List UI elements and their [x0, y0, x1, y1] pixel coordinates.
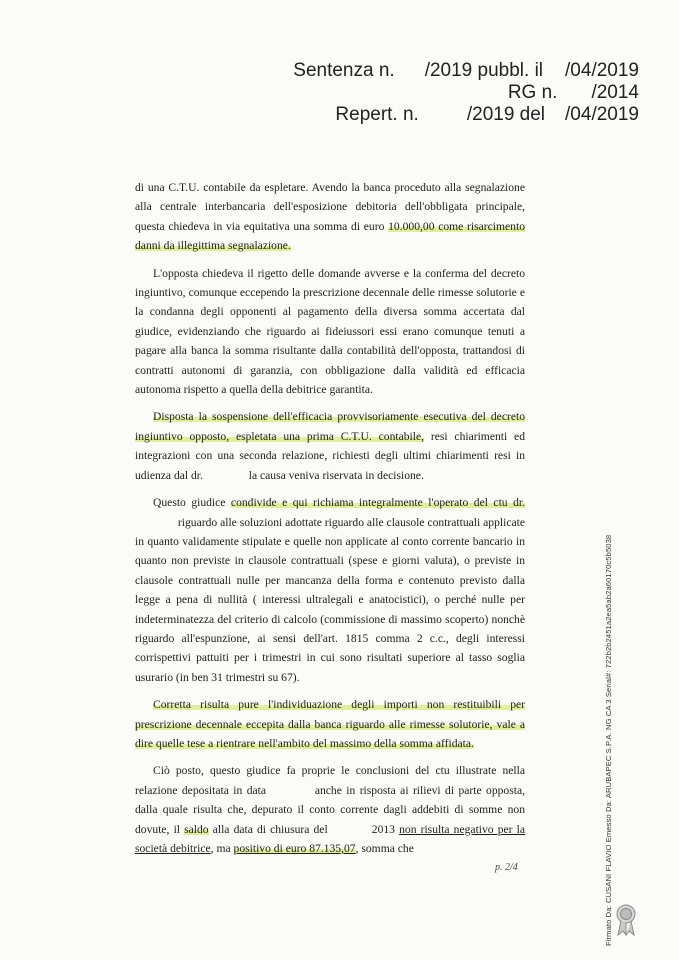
page-number: p. 2/4 [495, 862, 518, 873]
highlighted-ctu: condivide e qui richiama integralmente l'operato del ctu dr. [230, 496, 525, 510]
header-rg [508, 82, 639, 104]
paragraph-6-ma: , ma [210, 842, 234, 855]
paragraph-4 [135, 493, 525, 687]
header-sentenza-label: Sentenza n. [293, 60, 395, 81]
highlighted-risarcimento: 10.000,00 come risarcimento danni da illegittima segnalazione. [135, 219, 525, 253]
highlighted-saldo: saldo [184, 822, 209, 836]
header-sentenza-publ: /2019 pubbl. il [424, 60, 544, 81]
paragraph-4-text: riguardo alle soluzioni adottate riguardo alle clausole contrattuali applicate in quanto validamente stipulate e quelle non applicate al conto corrente bancario in quanto non previste in clausole contrattuali (spese e giorni valuta), o previste in clausole contrattuali nulle per mancanza della forma e contenuto previsto dalla legge a pena di nullità ( interessi ultralegali e anatocistici), o perché nulle per indeterminatezza del criterio di calcolo (commissione di massimo scoperto) nonchè riguardo all'espunzione, ai sensi dell'art. 1815 comma 2 c.c., degli interessi corrispettivi pattuiti per i trimestri in cui sono risultati superiore al tasso soglia usurario (in ben 31 trimestri su 67). [135, 515, 525, 684]
header-repert-date: /04/2019 [565, 104, 639, 125]
paragraph-3-end: la causa veniva riservata in decisione. [245, 468, 424, 482]
paragraph-6 [135, 761, 525, 858]
paragraph-2: L'opposta chiedeva il rigetto delle domande avverse e la conferma del decreto ingiuntivo, comunque eccependo la prescrizione decennale delle rimesse solutorie e la condanna degli opponenti al pagamento della diversa somma accertata dal giudice, evidenziando che riguardo ai fideiussori essi erano comunque tenuti a pagare alla banca la somma risultante dalla contabilità dell'opposta, trattandosi di contratti autonomi di garanzia, con obbligazione dalla validità ed efficacia autonoma rispetto a quella della debitrice garantita. [135, 266, 525, 397]
header-rg-year: /2014 [591, 82, 639, 103]
paragraph-3 [135, 407, 525, 485]
highlighted-prescrizione: Corretta risulta pure l'individuazione degli importi non restituibili per prescrizione decennale eccepita dalla banca riguardo alle rimesse solutorie, vale a dire quelle tese a rientrare nell'ambito del massimo della somma affidata. [135, 698, 525, 750]
header-sentenza [293, 60, 639, 82]
header-rg-label: RG n. [507, 82, 558, 103]
paragraph-6-start: Ciò posto, questo giudice fa proprie le conclusioni del ctu illustrate nella relazione depositata in data [135, 764, 525, 797]
header-repert-del: /2019 del [466, 104, 546, 125]
digital-signature-strip: Firmato Da: CUSANI FLAVIO Emesso Da: ARUBAPEC S.P.A. NG CA 3 Serial#: 722b2b2451a2ea5ab2a60170c5b5038 [604, 534, 613, 946]
paragraph-6-chiusura: alla data di chiusura del [208, 822, 332, 836]
paragraph-6-year: 2013 [371, 822, 400, 836]
paragraph-1-text: di una C.T.U. contabile da espletare. Avendo la banca proceduto alla segnalazione alla centrale interbancaria dell'esposizione debitoria dell'obbligata principale, questa chiedeva in via equitativa una somma di euro [135, 181, 525, 233]
paragraph-3-text: resi chiarimenti ed integrazioni con una seconda relazione, richiesti degli ultimi chiarimenti resi in udienza dal dr. [135, 429, 525, 482]
header-repert-label: Repert. n. [335, 104, 419, 125]
paragraph-4-start: Questo giudice [153, 496, 231, 510]
seal-icon [613, 902, 639, 936]
header-sentenza-date: /04/2019 [565, 60, 639, 81]
document-body [135, 178, 525, 866]
highlighted-sospensione: Disposta la sospensione dell'efficacia provvisoriamente esecutiva del decreto ingiuntivo opposto, espletata una prima C.T.U. contabile, [135, 410, 525, 443]
paragraph-5 [135, 695, 525, 753]
paragraph-6-text: anche in risposta ai rilievi di parte opposta, dalla quale risulta che, depurato il conto corrente dagli addebiti di somme non dovute, il [135, 783, 526, 836]
underlined-non-negativo: non risulta negativo per la società debitrice [135, 822, 525, 855]
paragraph-1 [135, 178, 525, 256]
highlighted-positivo: positivo di euro 87.135,07 [233, 842, 356, 855]
header-repert [335, 104, 639, 126]
paragraph-6-end: , somma che [355, 842, 414, 855]
